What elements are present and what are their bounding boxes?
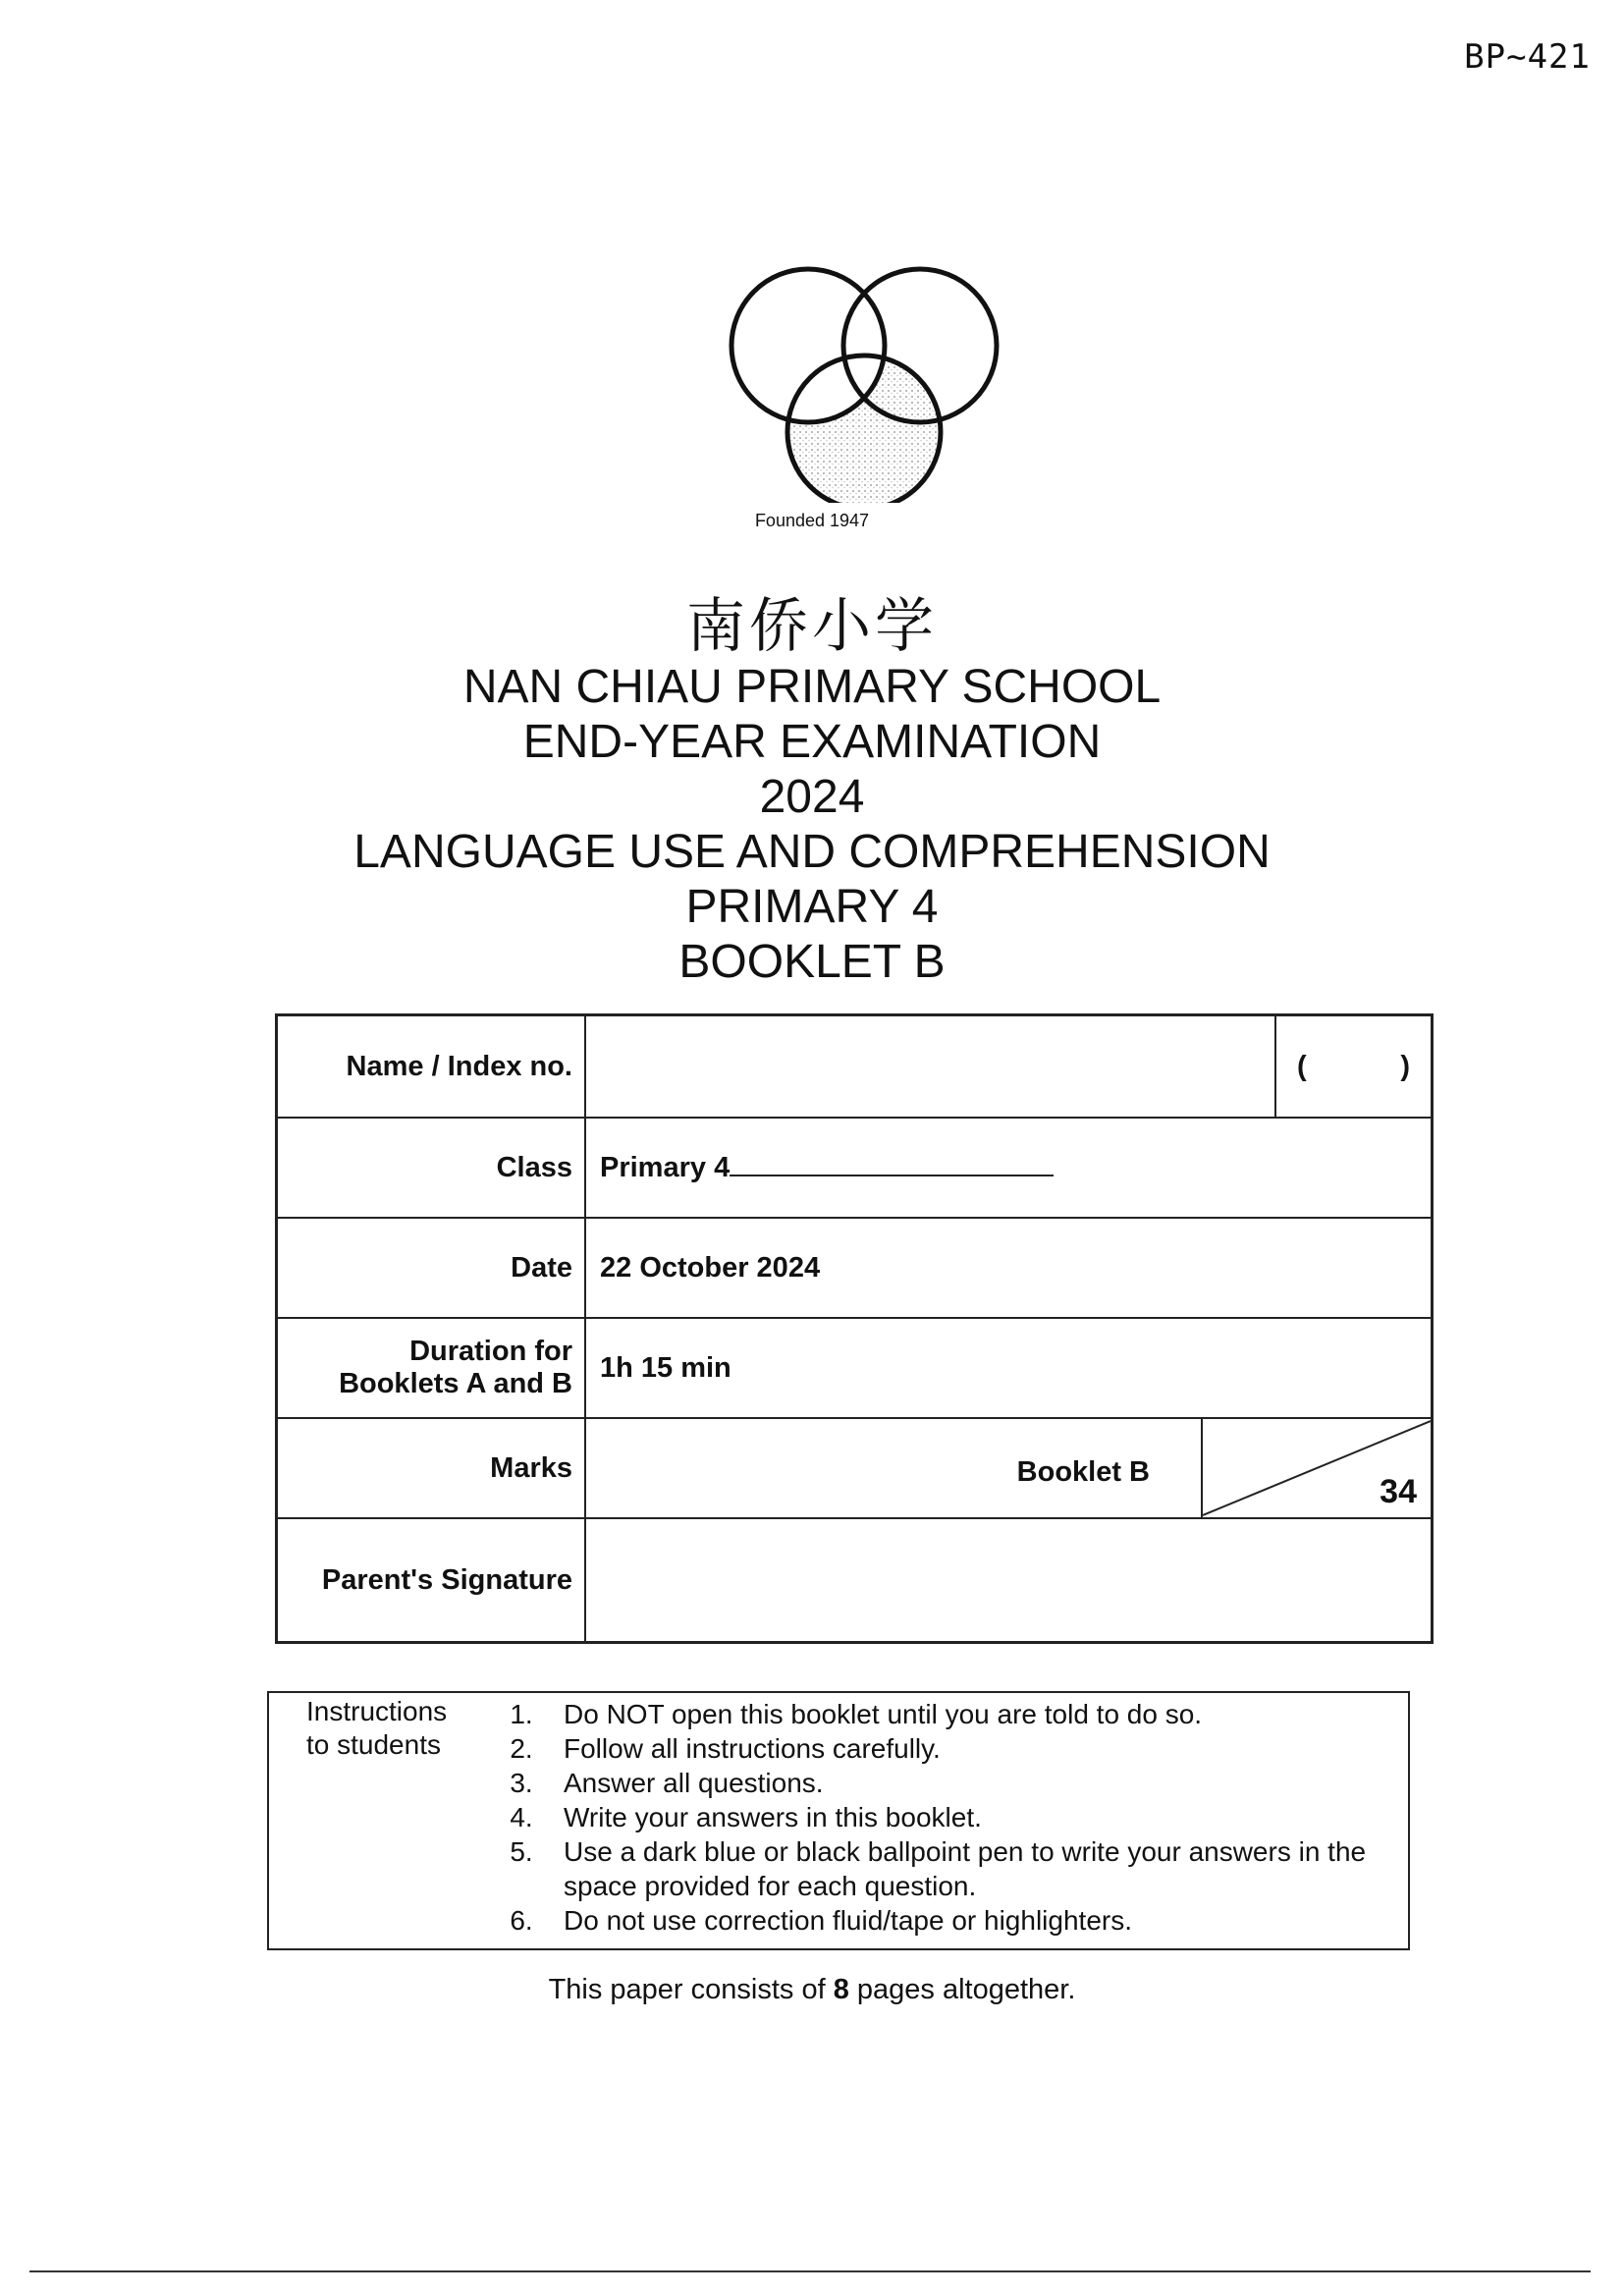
date-label: Date [277,1218,586,1318]
instruction-item [479,1800,1379,1834]
instruction-item [479,1903,1379,1938]
instructions-label-line-1: Instructions [306,1696,448,1726]
instruction-text: Do NOT open this booklet until you are told to do so. [564,1699,1203,1729]
duration-label-line-1: Duration for [409,1336,572,1367]
instructions-label [306,1695,447,1762]
duration-row [277,1318,1433,1418]
class-blank-line[interactable] [730,1151,1054,1176]
class-row [277,1118,1433,1218]
name-row [277,1015,1433,1119]
document-code: BP~421 [1464,37,1591,77]
score-box[interactable] [1201,1419,1431,1517]
instruction-number: 5. [510,1836,533,1867]
pages-note-after: pages altogether. [848,1974,1076,2005]
instruction-number: 2. [510,1733,533,1764]
name-label: Name / Index no. [277,1015,586,1119]
instruction-text: Do not use correction fluid/tape or highlighters. [564,1905,1132,1936]
signature-field[interactable] [585,1518,1433,1643]
marks-total: 34 [1380,1473,1417,1510]
signature-label: Parent's Signature [277,1518,586,1643]
date-value: 22 October 2024 [585,1218,1433,1318]
instruction-text: Answer all questions. [564,1768,824,1798]
marks-booklet-label: Booklet B [1016,1456,1150,1488]
instruction-text: Write your answers in this booklet. [564,1802,982,1832]
index-field[interactable] [1275,1015,1433,1119]
duration-label [277,1318,586,1418]
name-field[interactable] [585,1015,1275,1119]
marks-field [585,1418,1433,1518]
exam-year: 2024 [759,771,865,823]
pages-note-before: This paper consists of [548,1974,834,2005]
signature-row [277,1518,1433,1643]
duration-value: 1h 15 min [585,1318,1433,1418]
exam-title: END-YEAR EXAMINATION [522,716,1102,768]
marks-row [277,1418,1433,1518]
booklet-title: BOOKLET B [678,936,946,988]
pages-note [0,1974,1624,2006]
class-field[interactable] [585,1118,1433,1218]
class-label: Class [277,1118,586,1218]
index-open-paren: ( [1297,1050,1307,1082]
student-info-table [275,1013,1434,1644]
instruction-text: Use a dark blue or black ballpoint pen to write your answers in the space provided for each question. [564,1836,1367,1901]
instructions-list [479,1697,1379,1938]
page-count: 8 [833,1974,849,2005]
duration-label-line-2: Booklets A and B [339,1368,572,1399]
level-title: PRIMARY 4 [685,881,939,933]
instruction-item [479,1766,1379,1800]
index-close-paren: ) [1400,1050,1410,1082]
instruction-number: 3. [510,1768,533,1798]
founded-year: Founded 1947 [754,511,870,530]
three-interlocking-circles-logo [722,247,1006,503]
instruction-item [479,1697,1379,1731]
class-value: Primary 4 [600,1152,731,1183]
instruction-text: Follow all instructions carefully. [564,1733,941,1764]
marks-label: Marks [277,1418,586,1518]
date-row [277,1218,1433,1318]
instruction-item [479,1731,1379,1766]
instruction-item [479,1834,1379,1903]
instructions-label-line-2: to students [306,1729,441,1760]
instruction-number: 1. [510,1699,533,1729]
subject-title: LANGUAGE USE AND COMPREHENSION [353,826,1271,878]
school-name-chinese: 南侨小学 [686,592,938,661]
instruction-number: 4. [510,1802,533,1832]
bottom-rule [29,2270,1591,2272]
school-name: NAN CHIAU PRIMARY SCHOOL [462,661,1162,713]
instruction-number: 6. [510,1905,533,1936]
